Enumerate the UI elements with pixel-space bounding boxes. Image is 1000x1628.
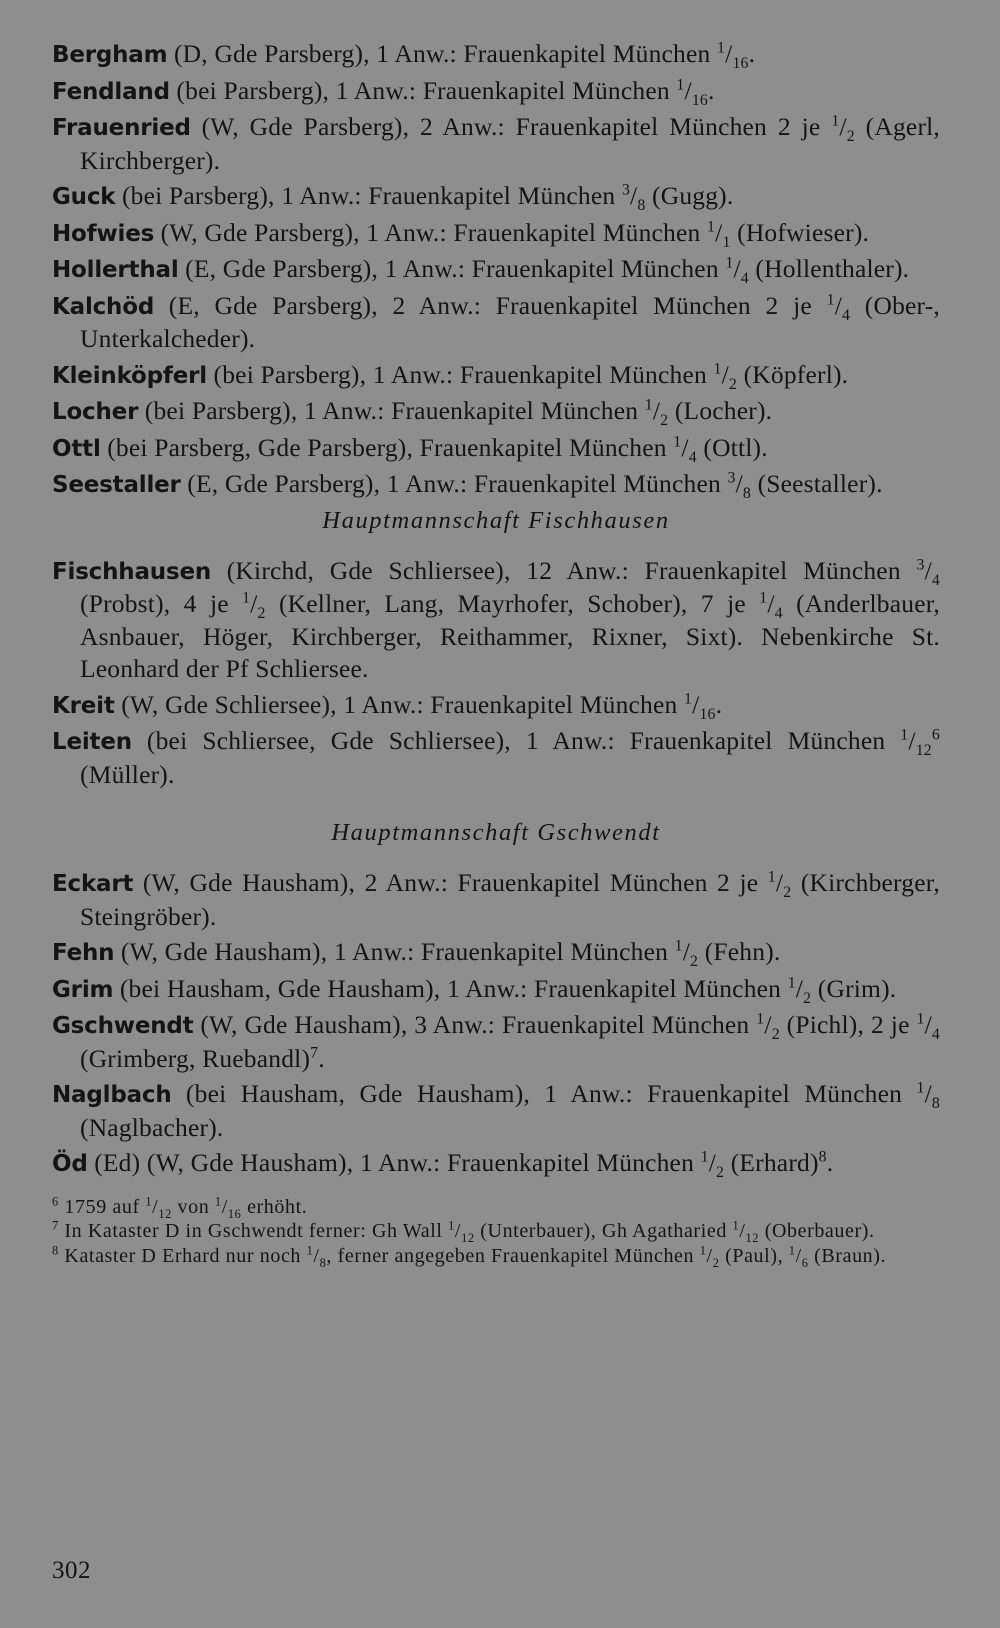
entry-text: (bei Parsberg), 1 Anw.: Frauenkapitel München $^1/_2$ (Locher).	[138, 396, 773, 430]
entry-text: (W, Gde Hausham), 1 Anw.: Frauenkapitel München $^1/_2$ (Fehn).	[114, 937, 781, 971]
entry-place-name: Bergham	[52, 42, 168, 68]
entry-place-name: Grim	[52, 976, 114, 1003]
entry-place-name: Fischhausen	[52, 558, 212, 585]
gazetteer-entry	[52, 973, 940, 1007]
entry-text: (W, Gde Parsberg), 1 Anw.: Frauenkapitel München $^1/_1$ (Hofwieser).	[154, 217, 870, 251]
entry-place-name: Ottl	[52, 435, 101, 462]
entry-place-name: Eckart	[52, 871, 134, 897]
gazetteer-entry	[52, 867, 940, 933]
gazetteer-entry	[52, 111, 940, 177]
entry-text: (W, Gde Hausham), 2 Anw.: Frauenkapitel München 2 je $^1/_2$ (Kirchberger, Steingröber).	[80, 868, 940, 931]
entry-place-name: Kleinköpferl	[52, 362, 207, 389]
entry-text: (Ed) (W, Gde Hausham), 1 Anw.: Frauenkapitel München $^1/_2$ (Erhard)$^8$.	[87, 1148, 834, 1182]
gazetteer-entry	[52, 936, 940, 970]
gazetteer-entry	[52, 75, 940, 109]
gazetteer-entry	[52, 217, 940, 251]
gazetteer-entry	[52, 1078, 940, 1144]
entry-place-name: Leiten	[52, 729, 132, 755]
gazetteer-entry	[52, 180, 940, 214]
footnote: $^6$ 1759 auf $^1/_{12}$ von $^1/_{16}$ erhöht.	[52, 1193, 308, 1221]
entry-text: (bei Parsberg, Gde Parsberg), Frauenkapitel München $^1/_4$ (Ottl).	[100, 432, 768, 466]
entry-text: (E, Gde Parsberg), 2 Anw.: Frauenkapitel München 2 je $^1/_4$ (Ober-, Unterkalcheder).	[80, 290, 940, 353]
section-heading: Hauptmannschaft Gschwendt	[331, 819, 661, 846]
entry-place-name: Naglbach	[52, 1082, 172, 1108]
entry-text: (E, Gde Parsberg), 1 Anw.: Frauenkapitel München $^3/_8$ (Seestaller).	[180, 469, 883, 503]
entry-place-name: Hollerthal	[52, 257, 179, 283]
entry-text: (bei Hausham, Gde Hausham), 1 Anw.: Frauenkapitel München $^1/_2$ (Grim).	[113, 973, 897, 1007]
entry-place-name: Guck	[52, 184, 116, 210]
page-body	[52, 38, 940, 1268]
gazetteer-entry	[52, 253, 940, 287]
gazetteer-entry	[52, 689, 940, 723]
entry-place-name: Kreit	[52, 692, 115, 719]
gazetteer-entry	[52, 1009, 940, 1075]
entry-text: (W, Gde Parsberg), 2 Anw.: Frauenkapitel München 2 je $^1/_2$ (Agerl, Kirchberger).	[80, 112, 940, 175]
gazetteer-entry	[52, 555, 940, 686]
gazetteer-entry	[52, 290, 940, 356]
entry-place-name: Kalchöd	[52, 293, 155, 320]
entry-text: (W, Gde Hausham), 3 Anw.: Frauenkapitel München $^1/_2$ (Pichl), 2 je $^1/_4$ (Grimberg, Ruebandl)$^7$.	[80, 1010, 940, 1073]
entry-place-name: Öd	[52, 1151, 88, 1177]
entry-text: (Kirchd, Gde Schliersee), 12 Anw.: Frauenkapitel München $^3/_4$ (Probst), 4 je $^1/_2$ (Kellner, Lang, Mayrhofer, Schober), 7 je $^1/_4$ (Anderlbauer, Asnbauer, Höger, Kirchberger, Reithammer, Rixner, Sixt). Nebenkirche St. Leonhard der Pf Schliersee.	[80, 555, 940, 683]
gazetteer-entry	[52, 1147, 940, 1181]
entry-place-name: Locher	[52, 399, 139, 425]
entry-place-name: Frauenried	[52, 115, 191, 141]
entry-text: (W, Gde Schliersee), 1 Anw.: Frauenkapitel München $^1/_{16}$.	[114, 689, 723, 723]
entry-place-name: Fehn	[52, 940, 115, 966]
gazetteer-entry	[52, 395, 940, 429]
gazetteer-entry	[52, 432, 940, 466]
entry-text: (bei Parsberg), 1 Anw.: Frauenkapitel München $^1/_2$ (Köpferl).	[206, 359, 849, 393]
footnote: $^8$ Kataster D Erhard nur noch $^1/_8$, ferner angegeben Frauenkapitel München $^1/_2$ (Paul), $^1/_6$ (Braun).	[52, 1242, 887, 1270]
entry-text: (E, Gde Parsberg), 1 Anw.: Frauenkapitel München $^1/_4$ (Hollenthaler).	[178, 254, 910, 288]
entry-place-name: Hofwies	[52, 220, 155, 247]
entry-text: (bei Hausham, Gde Hausham), 1 Anw.: Frauenkapitel München $^1/_8$ (Naglbacher).	[80, 1079, 940, 1142]
footnotes	[52, 1195, 940, 1269]
gazetteer-entry	[52, 38, 940, 72]
entry-place-name: Seestaller	[52, 472, 181, 498]
entry-text: (bei Parsberg), 1 Anw.: Frauenkapitel München $^3/_8$ (Gugg).	[115, 181, 734, 215]
entry-text: (D, Gde Parsberg), 1 Anw.: Frauenkapitel München $^1/_{16}$.	[167, 39, 756, 73]
entry-text: (bei Schliersee, Gde Schliersee), 1 Anw.: Frauenkapitel München $^1/_{12}^6$ (Müller).	[80, 726, 940, 789]
entry-place-name: Gschwendt	[52, 1013, 194, 1039]
gazetteer-entry	[52, 725, 940, 791]
gazetteer-entry	[52, 359, 940, 393]
gazetteer-entry	[52, 468, 940, 502]
entry-place-name: Fendland	[52, 78, 170, 105]
page-number: 302	[52, 1557, 91, 1584]
section-heading: Hauptmannschaft Fischhausen	[322, 506, 670, 534]
entry-text: (bei Parsberg), 1 Anw.: Frauenkapitel München $^1/_{16}$.	[169, 75, 715, 109]
footnote: $^7$ In Kataster D in Gschwendt ferner: Gh Wall $^1/_{12}$ (Unterbauer), Gh Agatharied $^1/_{12}$ (Oberbauer).	[52, 1218, 875, 1245]
